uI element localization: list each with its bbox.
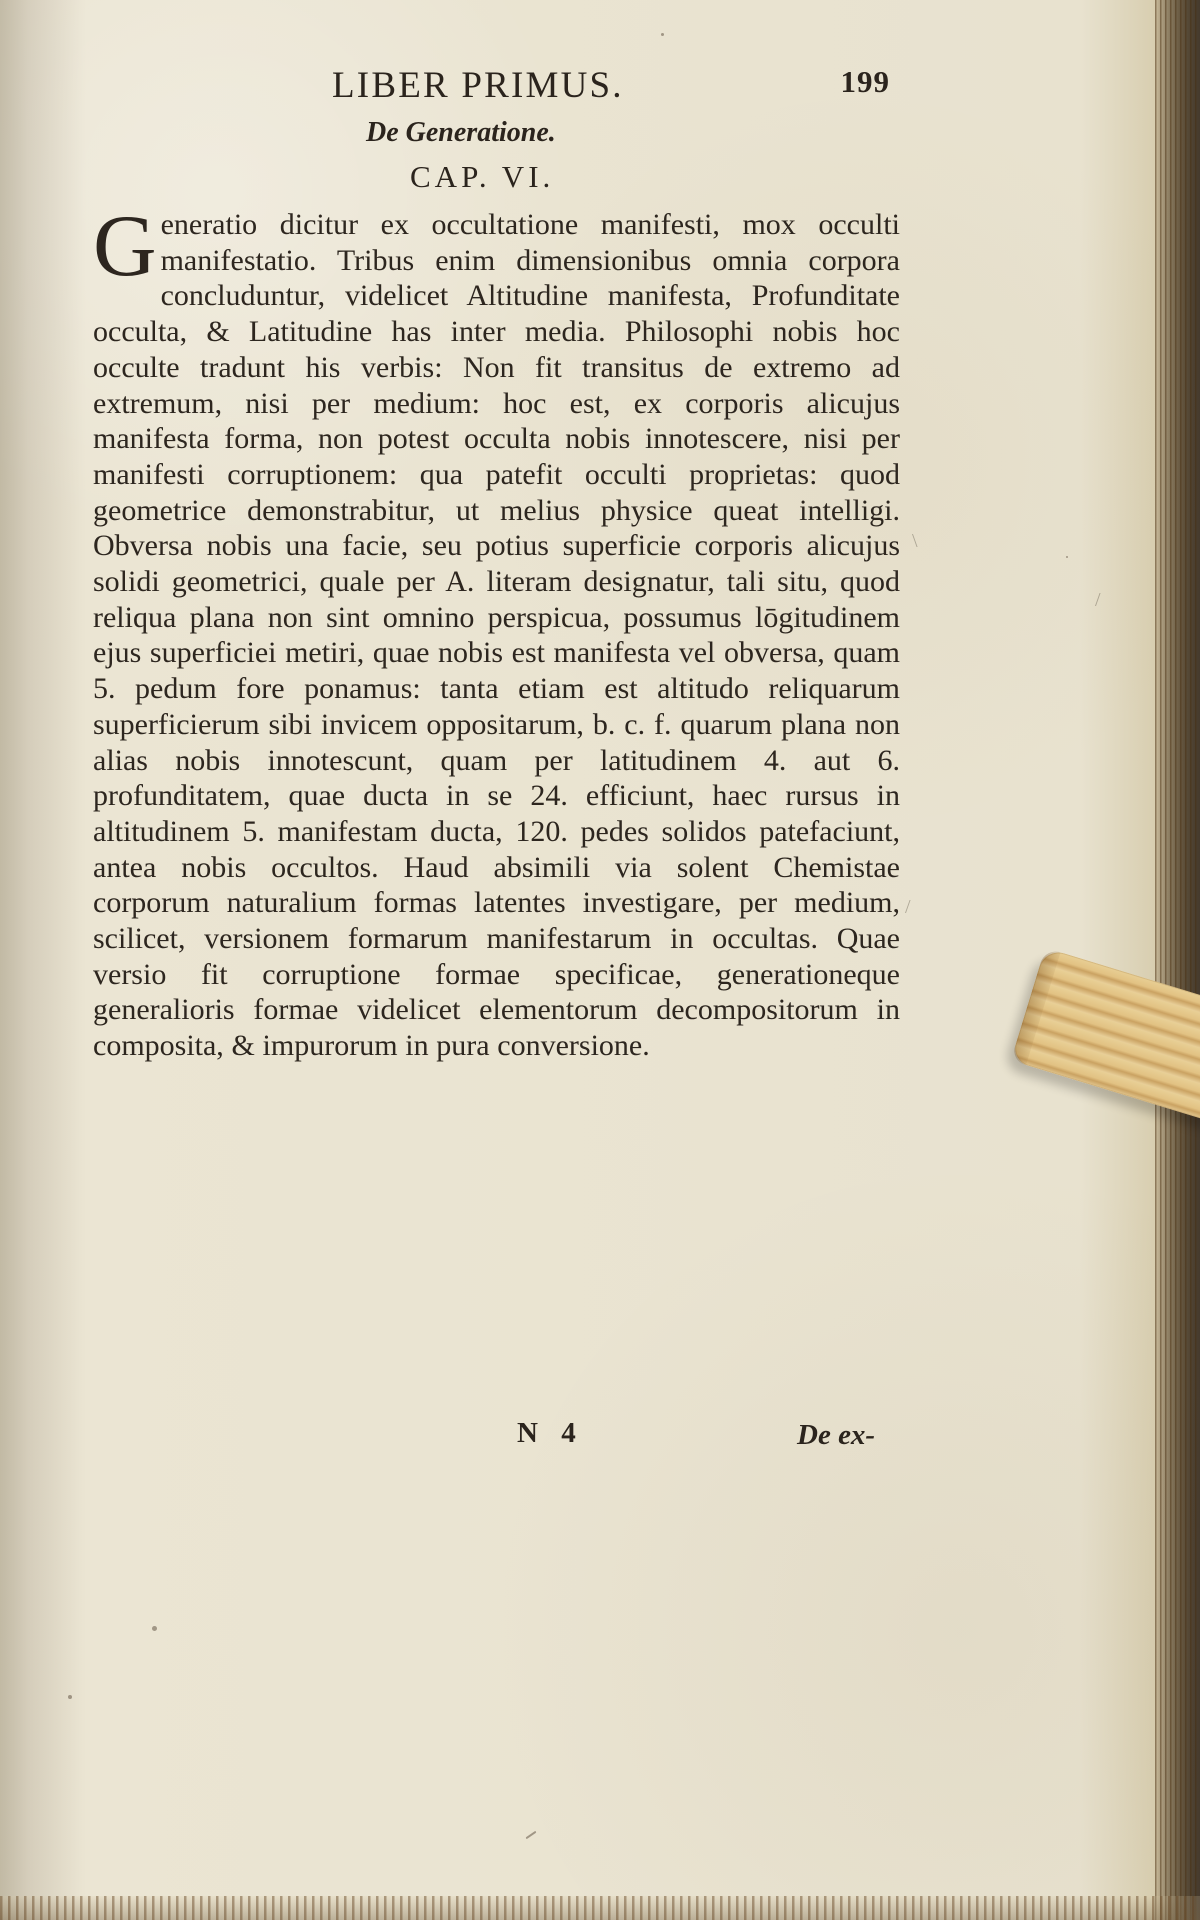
paper-speck [152, 1626, 157, 1631]
paper-speck [661, 33, 664, 36]
bottom-page-edge [0, 1896, 1200, 1920]
main-text-block: Generatio dicitur ex occultatione manifesti, mox occulti manifestatio. Tribus enim dimensionibus omnia corpora concluduntur, videlicet Altitudine manifesta, Profunditate occulta, & Latitudine has inter media. Philosophi nobis hoc occulte tradunt his verbis: Non fit transitus de extremo ad extremum, nisi per medium: hoc est, ex corporis alicujus manifesta forma, non potest occulta nobis innotescere, nisi per manifesti corruptionem: qua patefit occulti proprietas: quod geometrice demonstrabitur, ut melius physice queat intelligi. Obversa nobis una facie, seu potius superficie corporis alicujus solidi geometrici, quale per A. literam designatur, tali situ, quod reliqua plana non sint omnino perspicua, possumus lōgitudinem ejus superficiei metiri, quae nobis est manifesta vel obversa, quam 5. pedum fore ponamus: tanta etiam est altitudo reliquarum superficierum sibi invicem oppositarum, b. c. f. quarum plana non alias nobis innotescunt, quam per latitudinem 4. aut 6. profunditatem, quae ducta in se 24. efficiunt, haec rursus in altitudinem 5. manifestam ducta, 120. pedes solidos patefaciunt, antea nobis occultos. Haud absimili via solent Chemistae corporum naturalium formas latentes investigare, per medium, scilicet, versionem formarum manifestarum in occultas. Quae versio fit corruptione formae specificae, generationeque generalioris formae videlicet elementorum decompositorum in composita, & impurorum in pura conversione. [93, 198, 900, 1063]
ruler-end [1011, 948, 1061, 1066]
stray-pen-mark: / [1095, 589, 1101, 611]
paper-mark [526, 1831, 537, 1840]
section-title: De Generatione. [366, 117, 556, 148]
stray-pen-mark: \ [912, 530, 918, 552]
paper-speck [1066, 556, 1068, 558]
stray-pen-mark: / [905, 896, 911, 918]
page-number: 199 [840, 64, 890, 99]
paper-speck [68, 1695, 72, 1699]
signature-mark: N 4 [517, 1417, 584, 1449]
chapter-title: CAP. VI. [410, 159, 555, 194]
gutter-shadow [0, 0, 86, 1920]
catchword: De ex- [797, 1419, 876, 1451]
running-title: LIBER PRIMUS. [332, 65, 624, 106]
page-fore-edge [1155, 0, 1200, 1920]
page-header [330, 64, 890, 104]
